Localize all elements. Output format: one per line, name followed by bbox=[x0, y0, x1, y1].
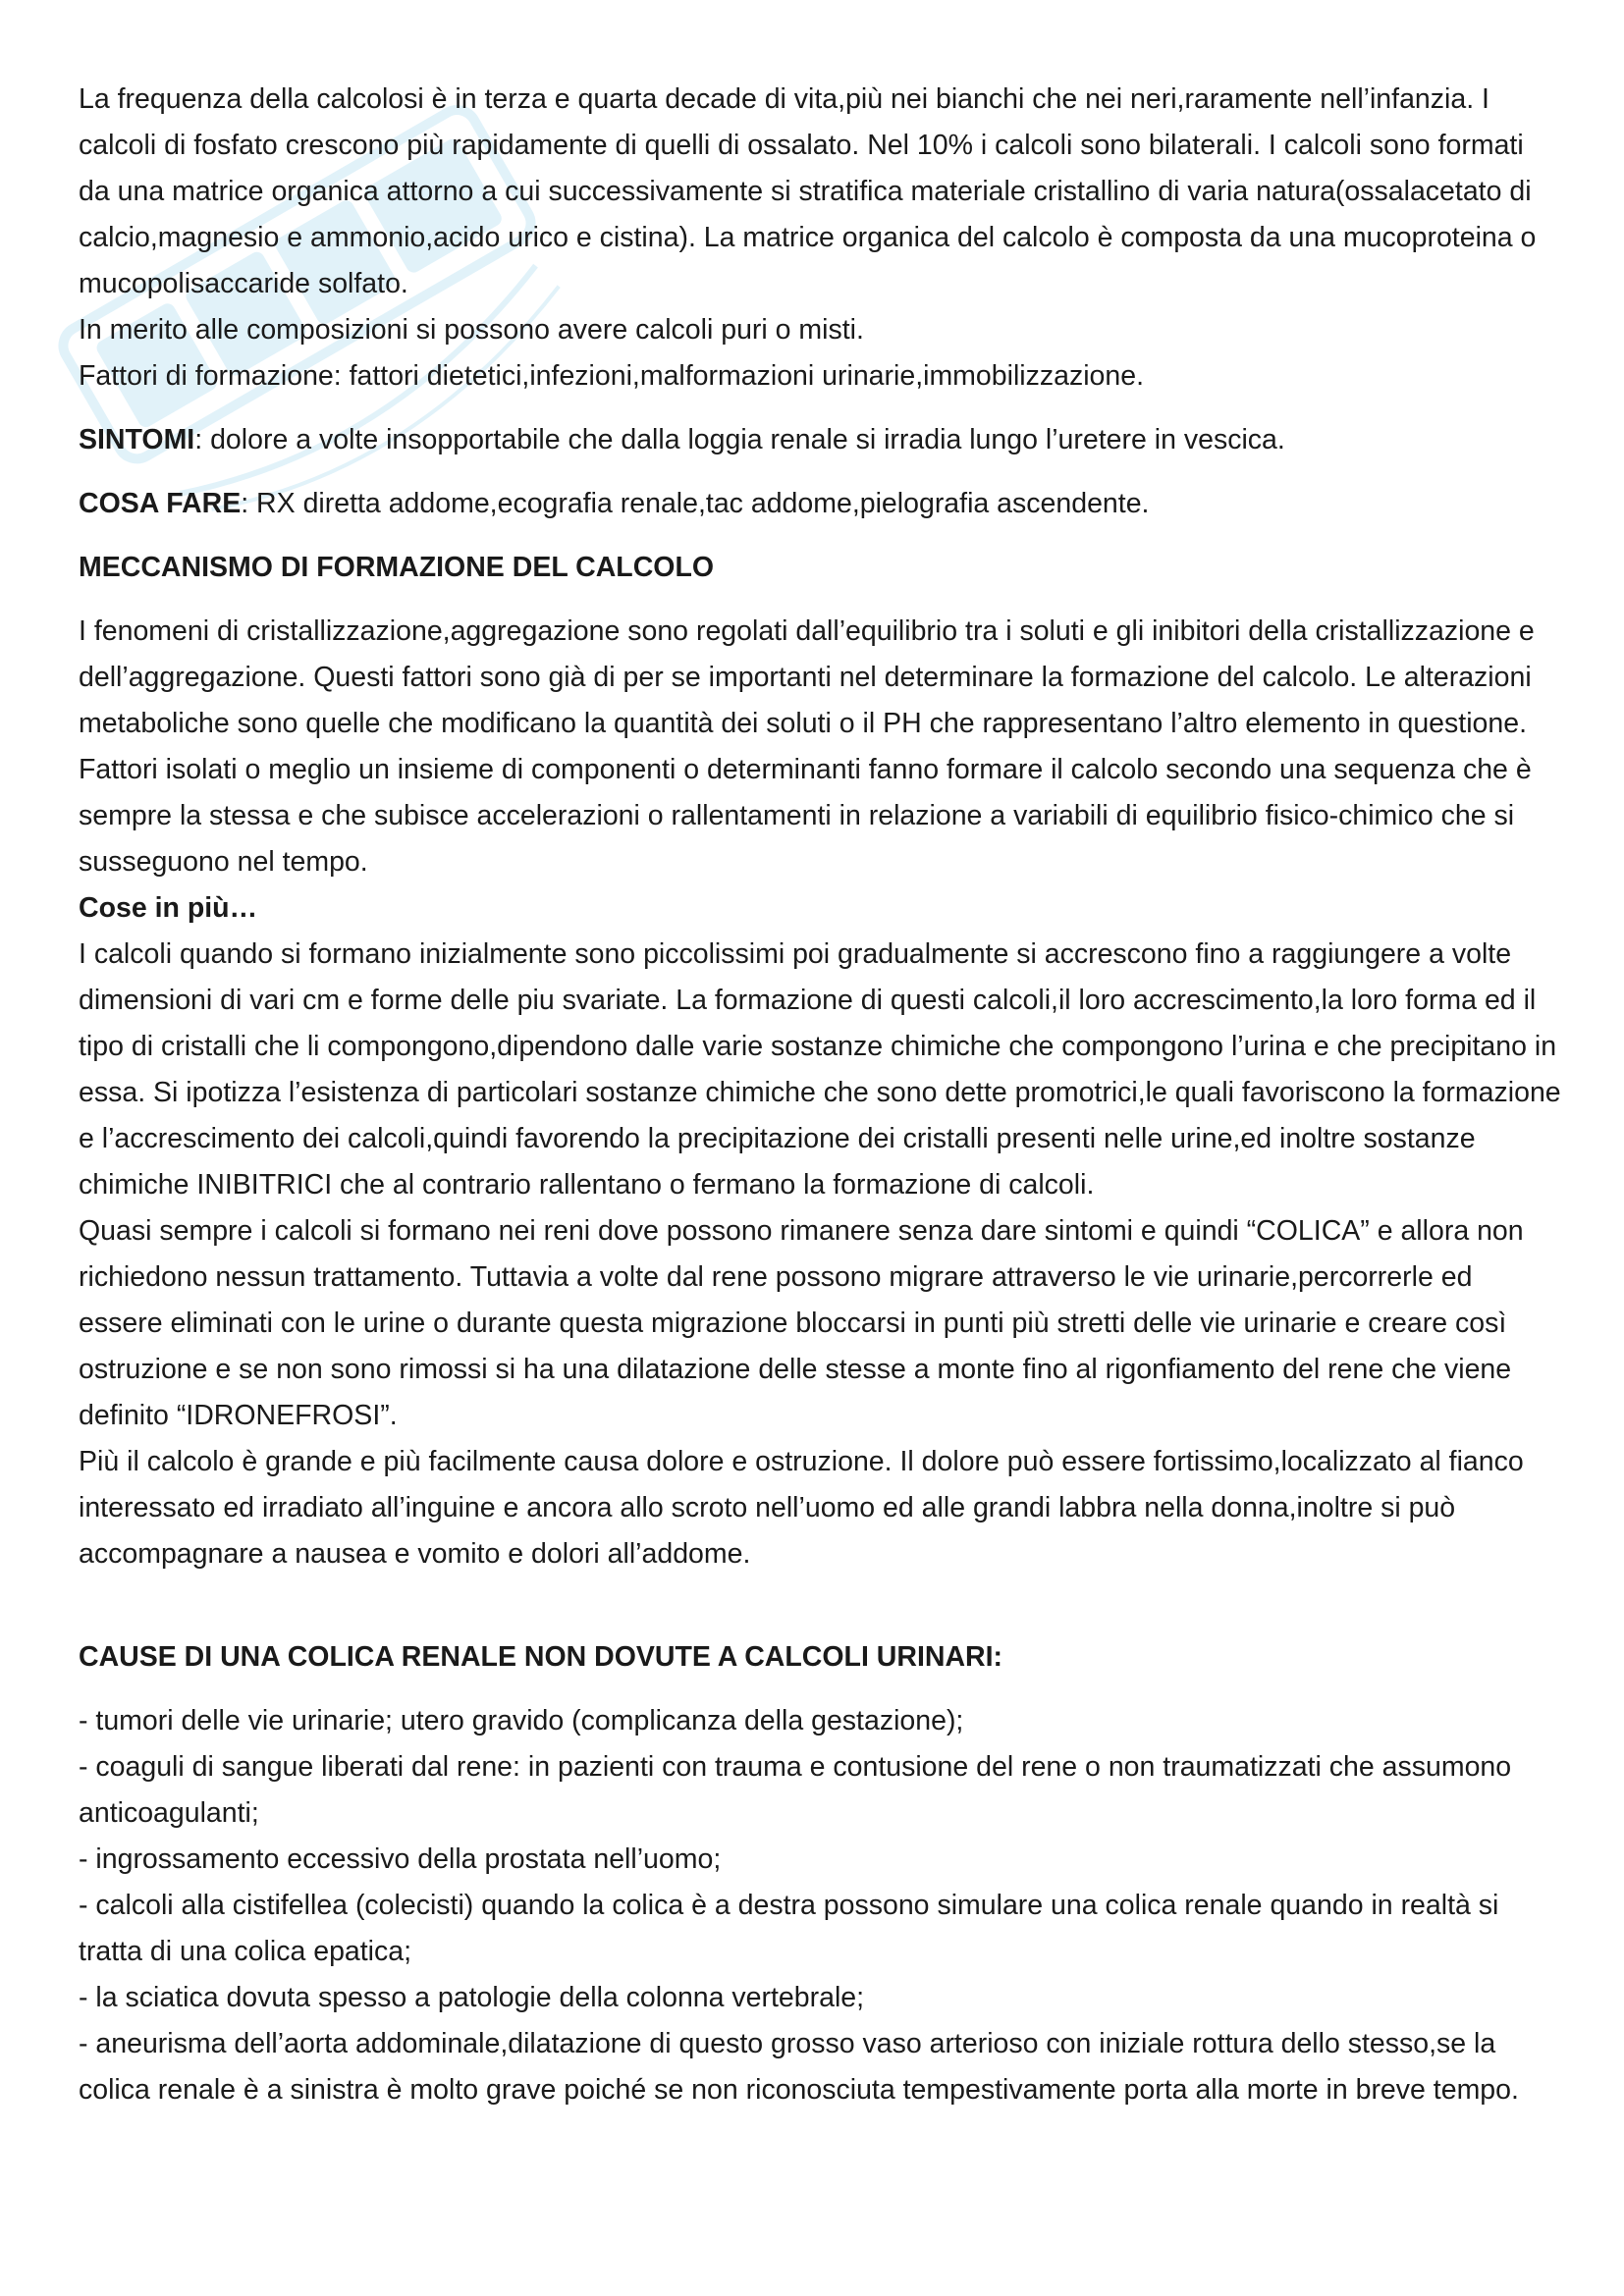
intro-factors-line: Fattori di formazione: fattori dietetici,infezioni,malformazioni urinarie,immobilizzazione. bbox=[79, 360, 1145, 392]
list-item: - tumori delle vie urinarie; utero gravido (complicanza della gestazione); bbox=[79, 1705, 964, 1736]
meccanismo-paragraph: I fenomeni di cristallizzazione,aggregazione sono regolati dall’equilibrio tra i soluti e gli inibitori della cristallizzazione e dell’aggregazione. Questi fattori sono già di per se importanti nel determinare la formazione del calcolo. Le alterazioni metaboliche sono quelle che modificano la quantità dei soluti o il PH che rappresentano l’altro elemento in questione. Fattori isolati o meglio un insieme di componenti o determinanti fanno formare il calcolo secondo una sequenza che è sempre la stessa e che subisce accelerazioni o rallentamenti in relazione a variabili di equilibrio fisico-chimico che si susseguono nel tempo. bbox=[79, 615, 1535, 878]
document-page bbox=[79, 77, 1561, 2113]
list-item: - aneurisma dell’aorta addominale,dilatazione di questo grosso vaso arterioso con iniziale rottura dello stesso,se la colica renale è a sinistra è molto grave poiché se non riconosciuta tempestivamente porta alla morte in breve tempo. bbox=[79, 2028, 1519, 2106]
cosa-fare-label: COSA FARE bbox=[79, 488, 242, 519]
cose-in-piu-paragraph: Quasi sempre i calcoli si formano nei reni dove possono rimanere senza dare sintomi e quindi “COLICA” e allora non richiedono nessun trattamento. Tuttavia a volte dal rene possono migrare attraverso le vie urinarie,percorrerle ed essere eliminati con le urine o durante questa migrazione bloccarsi in punti più stretti delle vie urinarie e creare così ostruzione e se non sono rimossi si ha una dilatazione delle stesse a monte fino al rigonfiamento del rene che viene definito “IDRONEFROSI”. bbox=[79, 1215, 1524, 1431]
list-item: - calcoli alla cistifellea (colecisti) quando la colica è a destra possono simulare una colica renale quando in realtà si tratta di una colica epatica; bbox=[79, 1890, 1499, 1967]
cose-in-piu-paragraph: Più il calcolo è grande e più facilmente causa dolore e ostruzione. Il dolore può essere fortissimo,localizzato al fianco interessato ed irradiato all’inguine e ancora allo scroto nell’uomo ed alle grandi labbra nella donna,inoltre si può accompagnare a nausea e vomito e dolori all’addome. bbox=[79, 1446, 1524, 1570]
sintomi-text: : dolore a volte insopportabile che dalla loggia renale si irradia lungo l’uretere in vescica. bbox=[194, 424, 1285, 455]
intro-composition-line: In merito alle composizioni si possono avere calcoli puri o misti. bbox=[79, 314, 864, 346]
meccanismo-heading: MECCANISMO DI FORMAZIONE DEL CALCOLO bbox=[79, 552, 715, 583]
sintomi-paragraph bbox=[79, 417, 1561, 463]
cose-in-piu-paragraph: I calcoli quando si formano inizialmente sono piccolissimi poi gradualmente si accrescono fino a raggiungere a volte dimensioni di vari cm e forme delle piu svariate. La formazione di questi calcoli,il loro accrescimento,la loro forma ed il tipo di cristalli che li compongono,dipendono dalle varie sostanze chimiche che compongono l’urina e che precipitano in essa. Si ipotizza l’esistenza di particolari sostanze chimiche che sono dette promotrici,le quali favoriscono la formazione e l’accrescimento dei calcoli,quindi favorendo la precipitazione dei cristalli presenti nelle urine,ed inoltre sostanze chimiche INIBITRICI che al contrario rallentano o fermano la formazione di calcoli. bbox=[79, 938, 1561, 1201]
list-item: - coaguli di sangue liberati dal rene: in pazienti con trauma e contusione del rene o non traumatizzati che assumono anticoagulanti; bbox=[79, 1751, 1512, 1829]
intro-paragraph: La frequenza della calcolosi è in terza e quarta decade di vita,più nei bianchi che nei neri,raramente nell’infanzia. I calcoli di fosfato crescono più rapidamente di quelli di ossalato. Nel 10% i calcoli sono bilaterali. I calcoli sono formati da una matrice organica attorno a cui successivamente si stratifica materiale cristallino di varia natura(ossalacetato di calcio,magnesio e ammonio,acido urico e cistina). La matrice organica del calcolo è composta da una mucoproteina o mucopolisaccaride solfato. bbox=[79, 83, 1537, 299]
list-item: - la sciatica dovuta spesso a patologie della colonna vertebrale; bbox=[79, 1982, 865, 2013]
cause-list bbox=[79, 1698, 1561, 2113]
list-item: - ingrossamento eccessivo della prostata nell’uomo; bbox=[79, 1843, 722, 1875]
cose-in-piu-heading: Cose in più… bbox=[79, 892, 258, 924]
sintomi-label: SINTOMI bbox=[79, 424, 195, 455]
cosa-fare-text: : RX diretta addome,ecografia renale,tac addome,pielografia ascendente. bbox=[241, 488, 1150, 519]
cause-heading: CAUSE DI UNA COLICA RENALE NON DOVUTE A CALCOLI URINARI: bbox=[79, 1641, 1003, 1673]
cosa-fare-paragraph bbox=[79, 481, 1561, 527]
